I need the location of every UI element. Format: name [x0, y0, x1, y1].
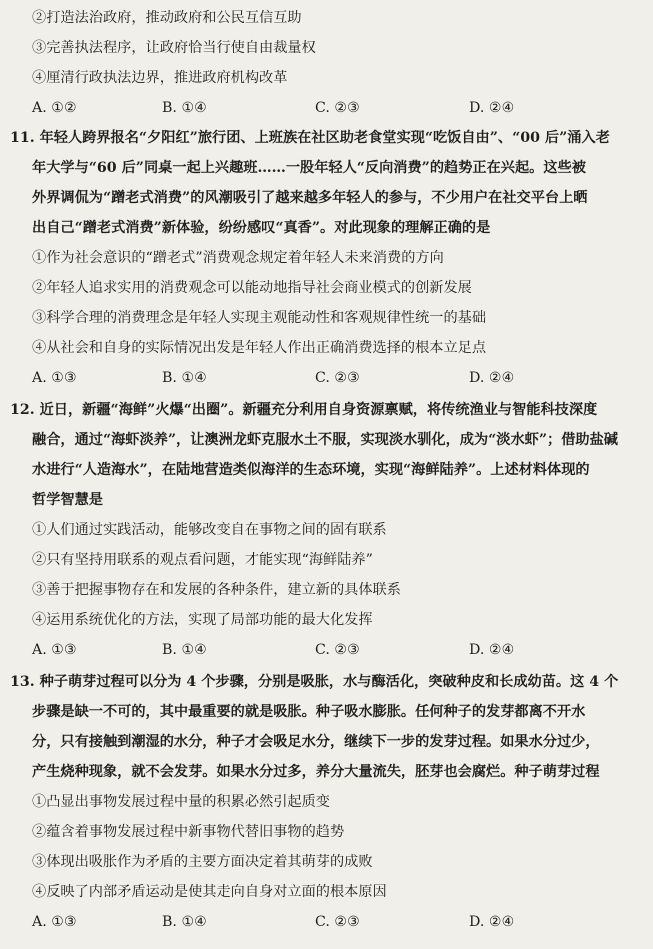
q11-stem-line: 11. 年轻人跨界报名“夕阳红”旅行团、上班族在社区助老食堂实现“吃饭自由”、“00 后”涌入老	[10, 130, 610, 146]
q11-stem-line: 年大学与“60 后”同桌一起上兴趣班……一股年轻人“反向消费”的趋势正在兴起。这些被	[32, 160, 586, 176]
option-a: A. ①③	[32, 642, 77, 658]
q13-statement-1: ①凸显出事物发展过程中量的积累必然引起质变	[32, 794, 330, 810]
option-d: D. ②④	[469, 370, 515, 386]
q13-stem-line: 产生烧种现象，就不会发芽。如果水分过多，养分大量流失，胚芽也会腐烂。种子萌芽过程	[32, 764, 600, 780]
q11-statement-1: ①作为社会意识的“蹭老式”消费观念规定着年轻人未来消费的方向	[32, 250, 444, 266]
option-b: B. ①④	[162, 914, 207, 930]
q12-stem-line: 水进行“人造海水”，在陆地营造类似海洋的生态环境，实现“海鲜陆养”。上述材料体现的	[32, 462, 590, 478]
q12-statement-4: ④运用系统优化的方法，实现了局部功能的最大化发挥	[32, 612, 373, 628]
option-c: C. ②③	[315, 100, 360, 116]
prev-statement-2: ②打造法治政府，推动政府和公民互信互助	[32, 10, 302, 26]
q12-statement-2: ②只有坚持用联系的观点看问题，才能实现“海鲜陆养”	[32, 552, 373, 568]
prev-options	[32, 98, 632, 118]
option-b: B. ①④	[162, 370, 207, 386]
q12-statement-3: ③善于把握事物存在和发展的各种条件，建立新的具体联系	[32, 582, 401, 598]
option-c: C. ②③	[315, 370, 360, 386]
q11-stem-line: 出自己“蹭老式消费”新体验，纷纷感叹“真香”。对此现象的理解正确的是	[32, 220, 491, 236]
option-b: B. ①④	[162, 100, 207, 116]
q12-stem-line: 12. 近日，新疆“海鲜”火爆“出圈”。新疆充分利用自身资源禀赋，将传统渔业与智能科技深度	[10, 402, 598, 418]
q12-statement-1: ①人们通过实践活动，能够改变自在事物之间的固有联系	[32, 522, 387, 538]
option-a: A. ①②	[32, 100, 77, 116]
q11-statement-3: ③科学合理的消费理念是年轻人实现主观能动性和客观规律性统一的基础	[32, 310, 487, 326]
q11-statement-4: ④从社会和自身的实际情况出发是年轻人作出正确消费选择的根本立足点	[32, 340, 487, 356]
q11-options	[32, 368, 632, 388]
q12-options	[32, 640, 632, 660]
q12-stem-line: 融合，通过“海虾淡养”，让澳洲龙虾克服水土不服，实现淡水驯化，成为“淡水虾”；借助盐碱	[32, 432, 618, 448]
option-a: A. ①③	[32, 370, 77, 386]
q11-statement-2: ②年轻人追求实用的消费观念可以能动地指导社会商业模式的创新发展	[32, 280, 472, 296]
prev-statement-4: ④厘清行政执法边界，推进政府机构改革	[32, 70, 288, 86]
q13-statement-4: ④反映了内部矛盾运动是使其走向自身对立面的根本原因	[32, 884, 387, 900]
q13-stem-line: 步骤是缺一不可的，其中最重要的就是吸胀。种子吸水膨胀。任何种子的发芽都离不开水	[32, 704, 586, 720]
q11-stem-line: 外界调侃为“蹭老式消费”的风潮吸引了越来越多年轻人的参与，不少用户在社交平台上晒	[32, 190, 588, 206]
q13-options	[32, 912, 632, 932]
option-a: A. ①③	[32, 914, 77, 930]
option-d: D. ②④	[469, 100, 515, 116]
q12-stem-line: 哲学智慧是	[32, 492, 103, 508]
option-d: D. ②④	[469, 642, 515, 658]
option-b: B. ①④	[162, 642, 207, 658]
q13-statement-2: ②蕴含着事物发展过程中新事物代替旧事物的趋势	[32, 824, 345, 840]
option-c: C. ②③	[315, 914, 360, 930]
q13-statement-3: ③体现出吸胀作为矛盾的主要方面决定着其萌芽的成败	[32, 854, 373, 870]
option-d: D. ②④	[469, 914, 515, 930]
q13-stem-line: 13. 种子萌芽过程可以分为 4 个步骤，分别是吸胀，水与酶活化，突破种皮和长成幼苗。这 4 个	[10, 674, 619, 690]
prev-statement-3: ③完善执法程序，让政府恰当行使自由裁量权	[32, 40, 316, 56]
q13-stem-line: 分，只有接触到潮湿的水分，种子才会吸足水分，继续下一步的发芽过程。如果水分过少，	[32, 734, 600, 750]
option-c: C. ②③	[315, 642, 360, 658]
